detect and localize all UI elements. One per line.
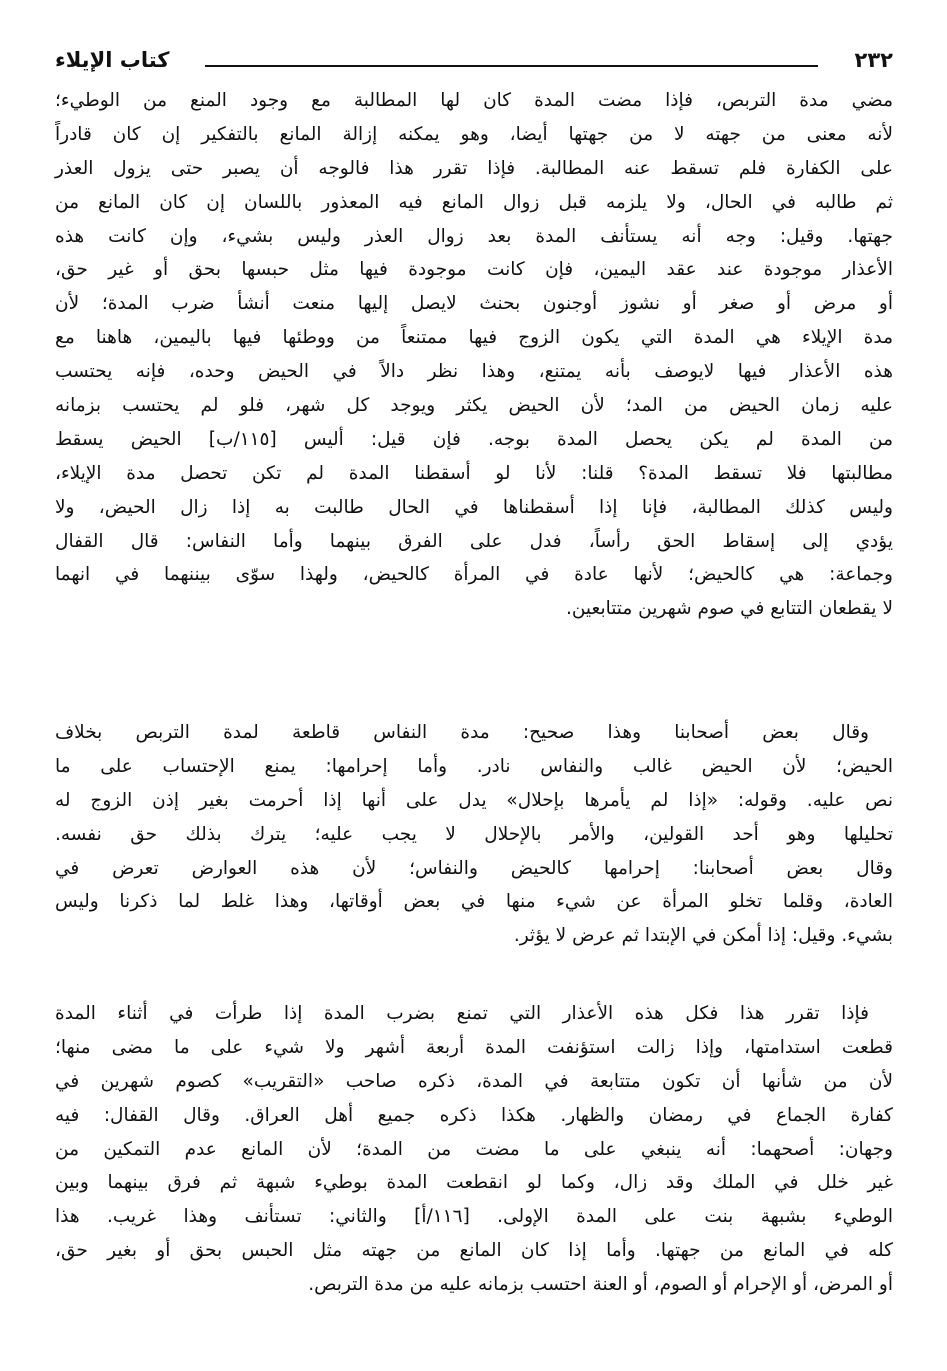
text-line: على الكفارة فلم تسقط عنه المطالبة. فإذا تقرر هذا فالوجه أن يصبر حتى يزول العذر: [55, 157, 893, 179]
text-line: الأعذار موجودة عند عقد اليمين، فإن كانت موجودة فيها مثل حبسها بحق أو غير حق،: [55, 259, 893, 281]
text-line: لأن من شأنها أن تكون متتابعة في المدة، ذكره صاحب «التقريب» كصوم شهرين في: [55, 1070, 893, 1092]
text-line: وجماعة: هي كالحيض؛ لأنها عادة في المرأة كالحيض، ولهذا سوّى بيننهما في انهما: [55, 564, 893, 586]
text-line: أو مرض أو صغر أو نشوز أوجنون بحنث لايصل إليها منعت أنشأ ضرب المدة؛ لأن: [55, 293, 893, 315]
text-line: كله في المانع من جهتها. وأما إذا كان المانع من جهته مثل الحبس بحق أو بغير حق،: [55, 1240, 893, 1262]
text-line: أو المرض، أو الإحرام أو الصوم، أو العنة احتسب بزمانه عليه من مدة التربص.: [308, 1274, 893, 1296]
text-line: مدة الإيلاء هي المدة التي يكون الزوج فيها ممتنعاً من ووطئها فيها باليمين، هاهنا مع: [55, 327, 893, 349]
text-line: يؤدي إلى إسقاط الحق رأساً، فدل على الفرق بينهما وأما النفاس: قال القفال: [55, 530, 893, 552]
text-line: جهتها. وقيل: وجه أنه يستأنف المدة بعد زوال العذر وليس بشيء، وإن كانت هذه: [55, 225, 893, 247]
text-line: لأنه معنى من جهته لا من جهتها أيضا، وهو يمكنه إزالة المانع بالتفكير إن كان قادراً: [55, 123, 893, 145]
paragraph-3: [55, 997, 893, 1302]
text-line: كفارة الجماع في رمضان والظهار. هكذا ذكره جميع أهل العراق. وقال القفال: فيه: [55, 1104, 893, 1126]
text-line: نص عليه. وقوله: «إذا لم يأمرها بإحلال» يدل على أنها إذا أحرمت بغير إذن الزوج له: [55, 789, 893, 811]
page-number: ٢٣٢: [854, 48, 893, 72]
text-line: وقال بعض أصحابنا وهذا صحيح: مدة النفاس قاطعة لمدة التربص بخلاف: [55, 722, 869, 743]
text-line: فإذا تقرر هذا فكل هذه الأعذار التي تمنع بضرب المدة إذا طرأت في أثناء المدة: [55, 1003, 869, 1024]
text-line: مضي مدة التربص، فإذا مضت المدة كان لها المطالبة مع وجود المنع من الوطيء؛: [55, 90, 893, 111]
text-line: لا يقطعان التتابع في صوم شهرين متتابعين.: [565, 598, 893, 620]
text-line: مطالبتها فلا تسقط المدة؟ قلنا: لأنا لو أسقطنا المدة لم تكن تحصل مدة الإيلاء،: [55, 462, 893, 484]
paragraph-2: [55, 716, 893, 953]
text-line: الوطيء بشبهة بنت على المدة الإولى. [١١٦/أ] والثاني: تستأنف وهذا غريب. هذا: [55, 1206, 893, 1228]
page-header: [55, 48, 893, 78]
running-title: كتاب الإيلاء: [55, 48, 170, 72]
text-line: عليه زمان الحيض من المد؛ لأن الحيض يكثر ويوجد كل شهر، فلو لم يحتسب بزمانه: [55, 395, 893, 417]
text-line: تحليلها وهو أحد القولين، والأمر بالإحلال لا يجب عليه؛ يترك بذلك حق نفسه.: [55, 823, 893, 845]
text-line: بشيء. وقيل: إذا أمكن في الإبتدا ثم عرض لا يؤثر.: [513, 925, 893, 947]
text-line: غير خلل في الملك وقد زال، وكما لو انقطعت المدة بوطيء شبهة ثم فرق بينهما وبين: [55, 1172, 893, 1194]
paragraph-1: [55, 84, 893, 626]
text-line: ثم طالبه في الحال، ولا يلزمه قبل زوال المانع فيه المعذور باللسان إن كان المانع من: [55, 191, 893, 213]
text-line: وجهان: أصحهما: أنه ينبغي على ما مضت من المدة؛ لأن المانع عدم التمكين من: [55, 1138, 893, 1160]
text-line: وليس كذلك المطالبة، فإنا إذا أسقطناها في الحال طالبت به إذا زال الحيض، ولا: [55, 496, 893, 518]
header-rule: [205, 65, 818, 67]
text-line: هذه الأعذار فيها لايوصف بأنه يمتنع، وهذا نظر دالاً في الحيض وحده، فإنه يحتسب: [55, 361, 893, 383]
text-line: الحيض؛ لأن الحيض غالب والنفاس نادر. وأما إحرامها: يمنع الإحتساب على ما: [55, 755, 893, 777]
text-line: قطعت استدامتها، وإذا زالت استؤنفت المدة أربعة أشهر ولا شيء على ما مضى منها؛: [55, 1036, 893, 1058]
text-line: من المدة لم يكن يحصل المدة بوجه. فإن قيل: أليس [١١٥/ب] الحيض يسقط: [55, 428, 893, 450]
text-line: العادة، وقلما تخلو المرأة عن شيء منها في بعض أوقاتها، وهذا غلط لما ذكرنا وليس: [55, 891, 893, 913]
text-line: وقال بعض أصحابنا: إحرامها كالحيض والنفاس؛ لأن هذه العوارض تعرض في: [55, 857, 893, 879]
